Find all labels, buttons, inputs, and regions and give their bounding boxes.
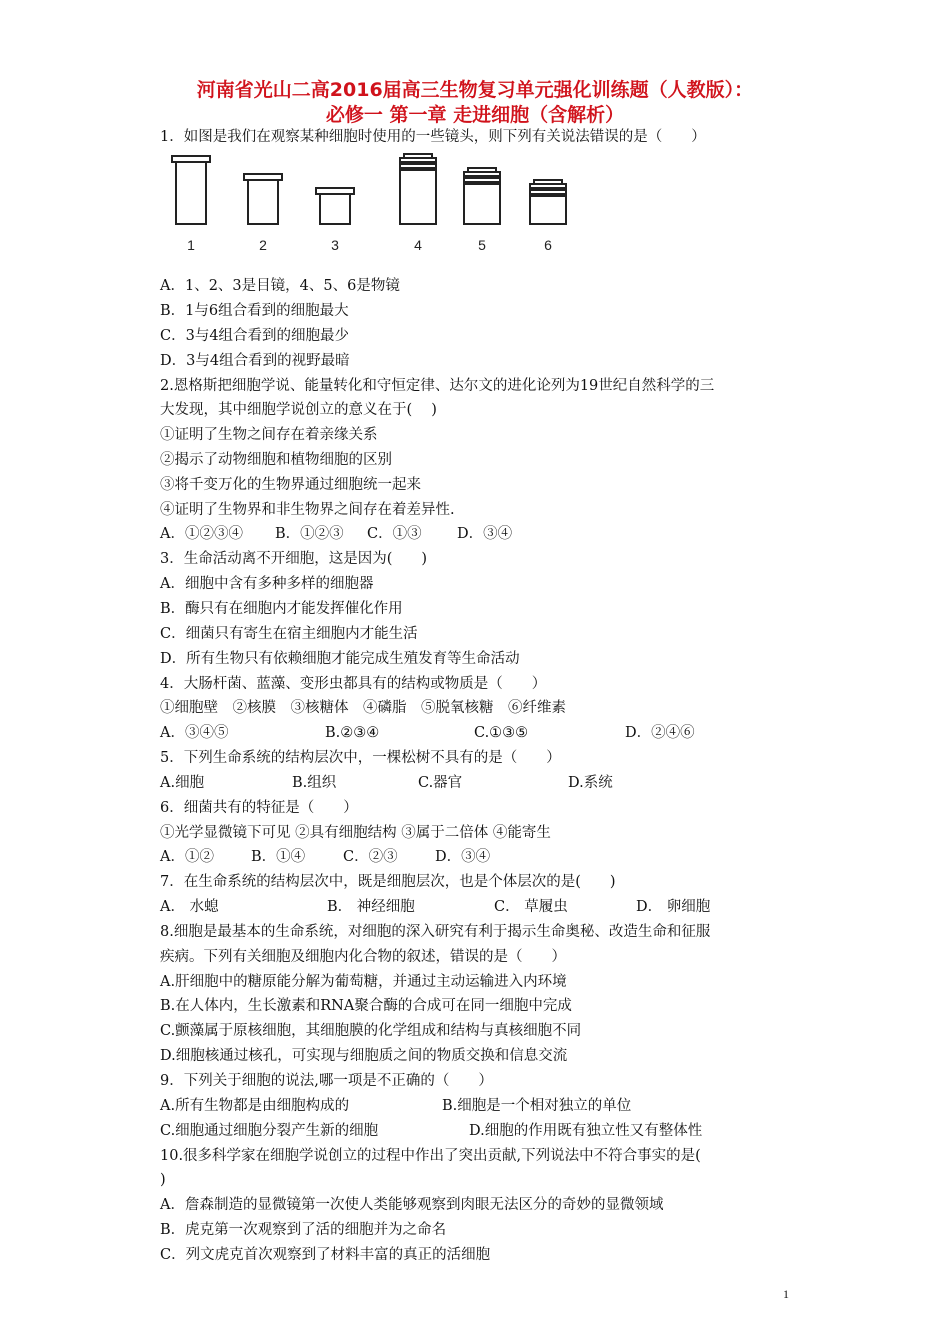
q9-option-c: C.细胞通过细胞分裂产生新的细胞 [160,1123,379,1139]
document-title-line-1: 河南省光山二高2016届高三生物复习单元强化训练题（人教版）： [196,79,754,101]
q2-option-c: C．①③ [367,526,422,542]
q7-option-c: C． 草履虫 [494,899,568,915]
q3-option-c: C．细菌只有寄生在宿主细胞内才能生活 [160,626,418,642]
q6-options [160,846,490,868]
q4-option-b: B.②③④ [325,725,380,741]
q5-option-d: D.系统 [568,775,613,791]
q3-stem: 3．生命活动离不开细胞，这是因为( ) [160,551,428,567]
q7-stem: 7．在生命系统的结构层次中，既是细胞层次，也是个体层次的是( ) [160,874,616,890]
q7-option-d: D． 卵细胞 [636,899,711,915]
q1-stem: 1．如图是我们在观察某种细胞时使用的一些镜头，则下列有关说法错误的是（ ） [160,129,706,145]
q2-item-3: ③将千变万化的生物界通过细胞统一起来 [160,477,421,493]
q10-stem-line-2: ) [160,1172,166,1188]
q8-stem-line-1: 8.细胞是最基本的生命系统，对细胞的深入研究有利于揭示生命奥秘、改造生命和征服 [160,924,711,940]
lens-label-1: 1 [187,237,195,253]
lens-5-thread-mid [464,172,500,176]
q4-stem: 4．大肠杆菌、蓝藻、变形虫都具有的结构或物质是（ ） [160,676,547,692]
q2-options [160,523,512,545]
q8-option-c: C.颤藻属于原核细胞，其细胞膜的化学组成和结构与真核细胞不同 [160,1023,582,1039]
q2-option-d: D．③④ [457,526,513,542]
q8-option-d: D.细胞核通过核孔，可实现与细胞质之间的物质交换和信息交流 [160,1048,568,1064]
q4-items: ①细胞壁 ②核膜 ③核糖体 ④磷脂 ⑤脱氧核糖 ⑥纤维素 [160,700,566,716]
q7-options [160,896,710,918]
lens-label-6: 6 [544,237,552,253]
lens-2-body [248,180,278,224]
q2-stem-line-2: 大发现，其中细胞学说创立的意义在于( ) [160,402,437,418]
lens-6-thread-low [530,190,566,194]
q4-option-d: D．②④⑥ [625,725,695,741]
q6-option-a: A．①② [160,849,214,865]
q8-stem-line-2: 疾病。下列有关细胞及细胞内化合物的叙述，错误的是（ ） [160,949,566,965]
q9-option-b: B.细胞是一个相对独立的单位 [442,1098,632,1114]
q1-option-c: C．3与4组合看到的细胞最少 [160,328,350,344]
lens-3-body [320,194,350,224]
q6-option-b: B．①④ [251,849,306,865]
q4-option-c: C.①③⑤ [474,725,529,741]
q6-option-c: C．②③ [343,849,398,865]
lens-4-body [400,170,436,224]
q10-option-b: B．虎克第一次观察到了活的细胞并为之命名 [160,1222,447,1238]
lens-6-body [530,196,566,224]
q2-option-b: B．①②③ [275,526,344,542]
q7-option-a: A． 水螅 [160,899,219,915]
q9-options-row-1 [160,1095,631,1117]
q9-stem: 9．下列关于细胞的说法,哪一项是不正确的（ ） [160,1073,493,1089]
lens-label-5: 5 [478,237,486,253]
q7-option-b: B． 神经细胞 [327,899,415,915]
lens-label-3: 3 [331,237,339,253]
q1-option-b: B．1与6组合看到的细胞最大 [160,303,349,319]
q10-option-c: C．列文虎克首次观察到了材料丰富的真正的活细胞 [160,1247,491,1263]
lens-4-thread-low [400,164,436,168]
q5-option-b: B.组织 [292,775,337,791]
lens-1-body [176,162,206,224]
q10-option-a: A．詹森制造的显微镜第一次使人类能够观察到肉眼无法区分的奇妙的显微领域 [160,1197,664,1213]
q6-stem: 6．细菌共有的特征是（ ） [160,800,358,816]
q5-option-c: C.器官 [418,775,463,791]
q3-option-d: D．所有生物只有依赖细胞才能完成生殖发育等生命活动 [160,651,520,667]
q3-option-b: B．酶只有在细胞内才能发挥催化作用 [160,601,403,617]
lens-5-thread-low [464,178,500,182]
q5-option-a: A.细胞 [160,775,205,791]
lens-diagram [160,150,580,258]
q4-options [160,722,695,744]
q1-option-d: D．3与4组合看到的视野最暗 [160,353,350,369]
q2-item-2: ②揭示了动物细胞和植物细胞的区别 [160,452,392,468]
q4-option-a: A．③④⑤ [160,725,229,741]
q5-options [160,772,613,794]
q6-items: ①光学显微镜下可见 ②具有细胞结构 ③属于二倍体 ④能寄生 [160,825,551,841]
page-number: 1 [783,1287,789,1301]
q8-option-b: B.在人体内，生长激素和RNA聚合酶的合成可在同一细胞中完成 [160,998,572,1014]
q2-item-4: ④证明了生物界和非生物界之间存在着差异性. [160,502,455,518]
q3-option-a: A．细胞中含有多种多样的细胞器 [160,576,374,592]
lens-label-2: 2 [259,237,267,253]
lens-5-body [464,184,500,224]
q6-option-d: D．③④ [435,849,491,865]
q2-option-a: A．①②③④ [160,526,243,542]
q9-option-d: D.细胞的作用既有独立性又有整体性 [469,1123,703,1139]
lens-6-thread-mid [530,184,566,188]
q9-option-a: A.所有生物都是由细胞构成的 [160,1098,350,1114]
q8-option-a: A.肝细胞中的糖原能分解为葡萄糖，并通过主动运输进入内环境 [160,974,567,990]
q2-stem-line-1: 2.恩格斯把细胞学说、能量转化和守恒定律、达尔文的进化论列为19世纪自然科学的三 [160,378,715,394]
lens-label-4: 4 [414,237,422,253]
lens-4-thread-mid [400,158,436,162]
q2-item-1: ①证明了生物之间存在着亲缘关系 [160,427,378,443]
q5-stem: 5．下列生命系统的结构层次中，一棵松树不具有的是（ ） [160,750,561,766]
lens-figure [160,150,580,258]
q10-stem-line-1: 10.很多科学家在细胞学说创立的过程中作出了突出贡献,下列说法中不符合事实的是( [160,1148,701,1164]
q1-option-a: A．1、2、3是目镜，4、5、6是物镜 [160,278,400,294]
document-title-line-2: 必修一 第一章 走进细胞（含解析） [325,104,625,126]
q9-options-row-2 [160,1120,702,1142]
